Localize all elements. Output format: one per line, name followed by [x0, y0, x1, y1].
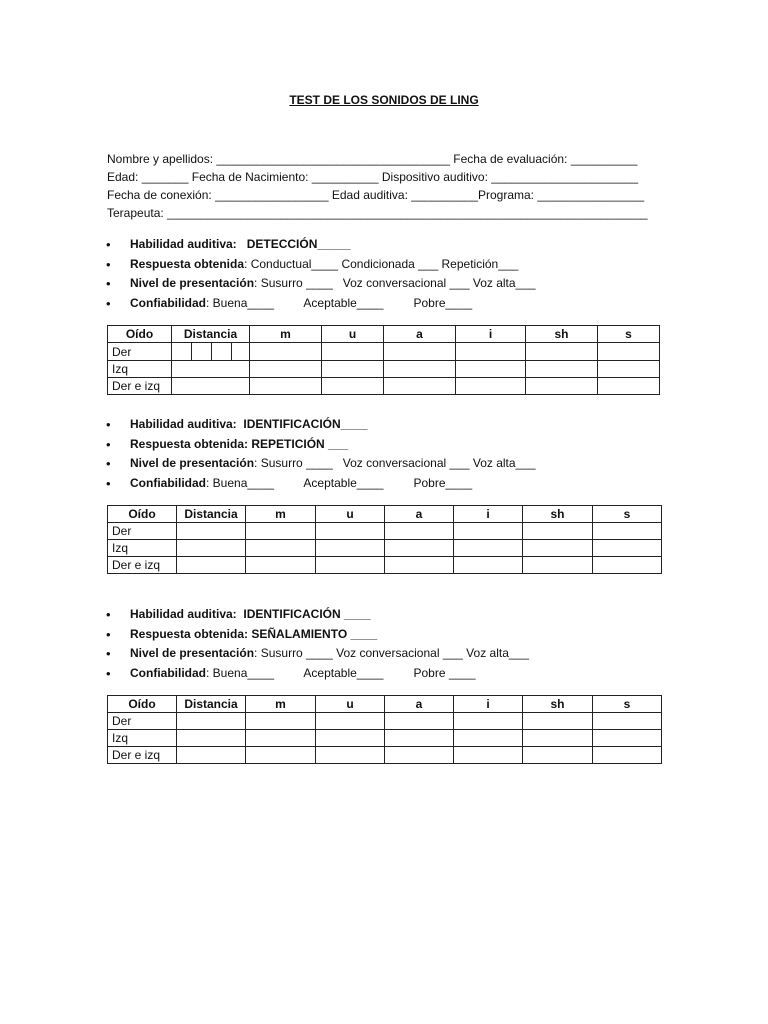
- bullet-habilidad: [130, 605, 529, 625]
- distance-cell[interactable]: [177, 747, 246, 764]
- cell-s[interactable]: [593, 713, 662, 730]
- cell-i[interactable]: [454, 730, 523, 747]
- bullet-label: Respuesta obtenida: [130, 256, 245, 271]
- cell-u[interactable]: [316, 540, 385, 557]
- cell-m[interactable]: [246, 523, 316, 540]
- cell-s[interactable]: [598, 361, 660, 378]
- cell-sh[interactable]: [523, 523, 593, 540]
- patient-info-block: [107, 150, 648, 222]
- table-row: [108, 378, 660, 395]
- form-title: TEST DE LOS SONIDOS DE LING: [289, 93, 479, 107]
- header-distancia: Distancia: [177, 506, 246, 523]
- info-row-name: Nombre y apellidos: ___________________________________ Fecha de evaluación: __________: [107, 152, 638, 166]
- header-s: s: [598, 326, 660, 343]
- header-m: m: [246, 506, 316, 523]
- distance-cell[interactable]: [172, 343, 250, 361]
- cell-s[interactable]: [598, 343, 660, 361]
- cell-u[interactable]: [322, 361, 384, 378]
- header-a: a: [384, 326, 456, 343]
- bullet-label: Nivel de presentación: [130, 276, 255, 290]
- header-sh: sh: [526, 326, 598, 343]
- cell-a[interactable]: [385, 540, 454, 557]
- header-sh: sh: [523, 696, 593, 713]
- cell-u[interactable]: [316, 747, 385, 764]
- cell-u[interactable]: [316, 713, 385, 730]
- bullet-nivel: [130, 274, 536, 294]
- header-i: i: [454, 696, 523, 713]
- cell-i[interactable]: [454, 747, 523, 764]
- bullet-label: Habilidad auditiva:: [130, 417, 237, 431]
- cell-u[interactable]: [316, 557, 385, 574]
- bullet-label: Respuesta obtenida:: [130, 436, 249, 451]
- header-oido: Oído: [108, 326, 172, 343]
- bullet-value: : Buena____ Aceptable____ Pobre____: [206, 295, 473, 310]
- row-label: Der: [108, 713, 177, 730]
- bullet-respuesta: [130, 625, 529, 645]
- cell-sh[interactable]: [526, 378, 598, 395]
- bullet-habilidad: [130, 235, 536, 255]
- bullet-value: : Buena____ Aceptable____ Pobre ____: [206, 665, 476, 680]
- cell-i[interactable]: [454, 540, 523, 557]
- header-sh: sh: [523, 506, 593, 523]
- header-distancia: Distancia: [177, 696, 246, 713]
- header-u: u: [316, 506, 385, 523]
- bullet-label: Confiabilidad: [130, 295, 206, 310]
- bullet-value: REPETICIÓN ___: [248, 436, 349, 451]
- cell-i[interactable]: [456, 343, 526, 361]
- cell-sh[interactable]: [523, 730, 593, 747]
- cell-m[interactable]: [246, 540, 316, 557]
- bullet-value: SEÑALAMIENTO ____: [248, 626, 378, 641]
- distance-cell[interactable]: [177, 540, 246, 557]
- bullet-value: : Susurro ____ Voz conversacional ___ Voz alta___: [254, 276, 536, 290]
- bullet-respuesta: [130, 255, 536, 275]
- bullet-value: : Conductual____ Condicionada ___ Repetición___: [244, 256, 519, 271]
- cell-s[interactable]: [593, 540, 662, 557]
- cell-m[interactable]: [250, 361, 322, 378]
- cell-a[interactable]: [384, 361, 456, 378]
- table-row: [108, 540, 662, 557]
- distance-cell[interactable]: [172, 378, 250, 395]
- table-header-row: [108, 326, 660, 343]
- row-label: Izq: [108, 361, 172, 378]
- table-row: [108, 361, 660, 378]
- header-s: s: [593, 696, 662, 713]
- cell-m[interactable]: [246, 557, 316, 574]
- cell-i[interactable]: [454, 557, 523, 574]
- header-i: i: [456, 326, 526, 343]
- row-label: Der: [108, 343, 172, 361]
- bullet-confiabilidad: [130, 474, 536, 494]
- cell-a[interactable]: [385, 557, 454, 574]
- header-oido: Oído: [108, 506, 177, 523]
- cell-s[interactable]: [593, 523, 662, 540]
- bullet-nivel: [130, 454, 536, 474]
- bullet-label: Confiabilidad: [130, 665, 206, 680]
- header-m: m: [246, 696, 316, 713]
- cell-s[interactable]: [593, 747, 662, 764]
- bullet-label: Habilidad auditiva:: [130, 237, 237, 251]
- bullet-value: IDENTIFICACIÓN ____: [236, 607, 371, 621]
- cell-a[interactable]: [384, 378, 456, 395]
- bullet-label: Habilidad auditiva:: [130, 607, 237, 621]
- cell-s[interactable]: [593, 730, 662, 747]
- row-label: Der e izq: [108, 557, 177, 574]
- bullet-label: Nivel de presentación: [130, 456, 255, 470]
- cell-sh[interactable]: [526, 343, 598, 361]
- bullet-label: Nivel de presentación: [130, 646, 255, 660]
- cell-a[interactable]: [385, 523, 454, 540]
- cell-sh[interactable]: [526, 361, 598, 378]
- cell-sh[interactable]: [523, 540, 593, 557]
- distance-cell[interactable]: [177, 557, 246, 574]
- table-row: [108, 523, 662, 540]
- distance-cell[interactable]: [177, 713, 246, 730]
- bullet-confiabilidad: [130, 294, 536, 314]
- info-row-age: Edad: _______ Fecha de Nacimiento: __________ Dispositivo auditivo: ______________________: [107, 170, 639, 184]
- distance-cell[interactable]: [172, 361, 250, 378]
- cell-m[interactable]: [246, 713, 316, 730]
- row-label: Der e izq: [108, 747, 177, 764]
- cell-u[interactable]: [316, 523, 385, 540]
- table-header-row: [108, 506, 662, 523]
- row-label: Izq: [108, 540, 177, 557]
- results-table-3: [107, 695, 662, 764]
- cell-m[interactable]: [250, 343, 322, 361]
- row-label: Izq: [108, 730, 177, 747]
- bullet-habilidad: [130, 415, 536, 435]
- header-u: u: [316, 696, 385, 713]
- table-row: [108, 747, 662, 764]
- bullet-label: Respuesta obtenida:: [130, 626, 249, 641]
- cell-i[interactable]: [454, 713, 523, 730]
- header-i: i: [454, 506, 523, 523]
- section-1-bullets: [130, 235, 536, 313]
- bullet-value: : Susurro ____ Voz conversacional ___ Voz alta___: [254, 456, 536, 470]
- cell-m[interactable]: [246, 747, 316, 764]
- bullet-confiabilidad: [130, 664, 529, 684]
- results-table-1: [107, 325, 660, 395]
- cell-sh[interactable]: [523, 747, 593, 764]
- distance-cell[interactable]: [177, 730, 246, 747]
- cell-s[interactable]: [598, 378, 660, 395]
- section-2-bullets: [130, 415, 536, 493]
- section-3-bullets: [130, 605, 529, 683]
- results-table-2: [107, 505, 662, 574]
- header-m: m: [250, 326, 322, 343]
- table-row: [108, 713, 662, 730]
- bullet-label: Confiabilidad: [130, 475, 206, 490]
- header-a: a: [385, 506, 454, 523]
- cell-sh[interactable]: [523, 557, 593, 574]
- table-row: [108, 557, 662, 574]
- bullet-value: DETECCIÓN_____: [236, 237, 351, 251]
- cell-m[interactable]: [246, 730, 316, 747]
- row-label: Der: [108, 523, 177, 540]
- header-oido: Oído: [108, 696, 177, 713]
- cell-s[interactable]: [593, 557, 662, 574]
- table-header-row: [108, 696, 662, 713]
- header-a: a: [385, 696, 454, 713]
- cell-a[interactable]: [385, 747, 454, 764]
- cell-m[interactable]: [250, 378, 322, 395]
- bullet-value: : Susurro ____ Voz conversacional ___ Voz alta___: [254, 646, 529, 660]
- header-distancia: Distancia: [172, 326, 250, 343]
- cell-a[interactable]: [384, 343, 456, 361]
- header-u: u: [322, 326, 384, 343]
- cell-u[interactable]: [316, 730, 385, 747]
- cell-i[interactable]: [454, 523, 523, 540]
- info-row-connection: Fecha de conexión: _________________ Edad auditiva: __________Programa: ________________: [107, 188, 645, 202]
- cell-u[interactable]: [322, 378, 384, 395]
- bullet-respuesta: [130, 435, 536, 455]
- table-row: [108, 343, 660, 361]
- cell-a[interactable]: [385, 730, 454, 747]
- info-row-therapist: Terapeuta: ________________________________________________________________________: [107, 206, 648, 220]
- cell-i[interactable]: [456, 378, 526, 395]
- bullet-value: IDENTIFICACIÓN____: [236, 417, 368, 431]
- table-row: [108, 730, 662, 747]
- cell-sh[interactable]: [523, 713, 593, 730]
- distance-cell[interactable]: [177, 523, 246, 540]
- cell-i[interactable]: [456, 361, 526, 378]
- bullet-nivel: [130, 644, 529, 664]
- cell-u[interactable]: [322, 343, 384, 361]
- row-label: Der e izq: [108, 378, 172, 395]
- bullet-value: : Buena____ Aceptable____ Pobre____: [206, 475, 473, 490]
- header-s: s: [593, 506, 662, 523]
- cell-a[interactable]: [385, 713, 454, 730]
